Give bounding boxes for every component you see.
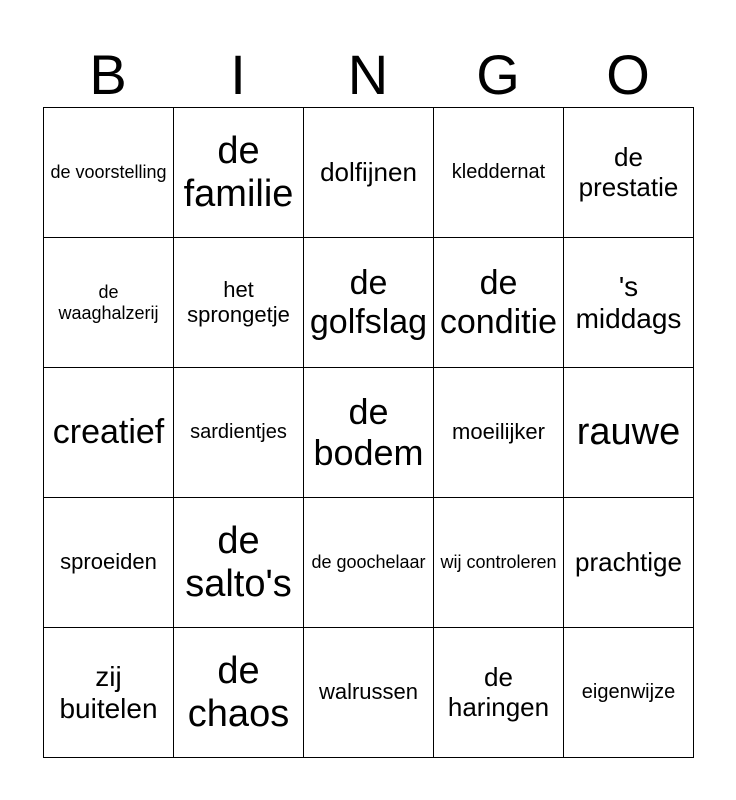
bingo-cell: de voorstelling xyxy=(44,108,174,238)
grid-row xyxy=(44,628,694,758)
bingo-cell: 's middags xyxy=(564,238,694,368)
grid-row xyxy=(44,238,694,368)
bingo-grid xyxy=(43,107,694,758)
bingo-cell: de goochelaar xyxy=(304,498,434,628)
bingo-cell: eigenwijze xyxy=(564,628,694,758)
bingo-cell: wij controleren xyxy=(434,498,564,628)
bingo-cell: kleddernat xyxy=(434,108,564,238)
bingo-cell: sardientjes xyxy=(174,368,304,498)
bingo-cell: de chaos xyxy=(174,628,304,758)
grid-row xyxy=(44,368,694,498)
header-letter-g: G xyxy=(476,43,520,106)
bingo-cell: de salto's xyxy=(174,498,304,628)
bingo-cell: de prestatie xyxy=(564,108,694,238)
grid-row xyxy=(44,108,694,238)
header-letter-i: I xyxy=(230,43,246,106)
bingo-cell: prachtige xyxy=(564,498,694,628)
bingo-cell: sproeiden xyxy=(44,498,174,628)
bingo-cell: rauwe xyxy=(564,368,694,498)
bingo-cell: de conditie xyxy=(434,238,564,368)
bingo-header xyxy=(43,44,693,106)
bingo-cell: de bodem xyxy=(304,368,434,498)
bingo-cell: de familie xyxy=(174,108,304,238)
bingo-cell: het sprongetje xyxy=(174,238,304,368)
bingo-cell: walrussen xyxy=(304,628,434,758)
header-letter-n: N xyxy=(347,43,389,106)
bingo-cell: zij buitelen xyxy=(44,628,174,758)
bingo-cell: de haringen xyxy=(434,628,564,758)
bingo-cell: creatief xyxy=(44,368,174,498)
bingo-cell: dolfijnen xyxy=(304,108,434,238)
bingo-cell: de golfslag xyxy=(304,238,434,368)
bingo-cell: moeilijker xyxy=(434,368,564,498)
header-letter-o: O xyxy=(606,43,650,106)
bingo-cell: de waaghalzerij xyxy=(44,238,174,368)
grid-row xyxy=(44,498,694,628)
header-letter-b: B xyxy=(89,43,127,106)
